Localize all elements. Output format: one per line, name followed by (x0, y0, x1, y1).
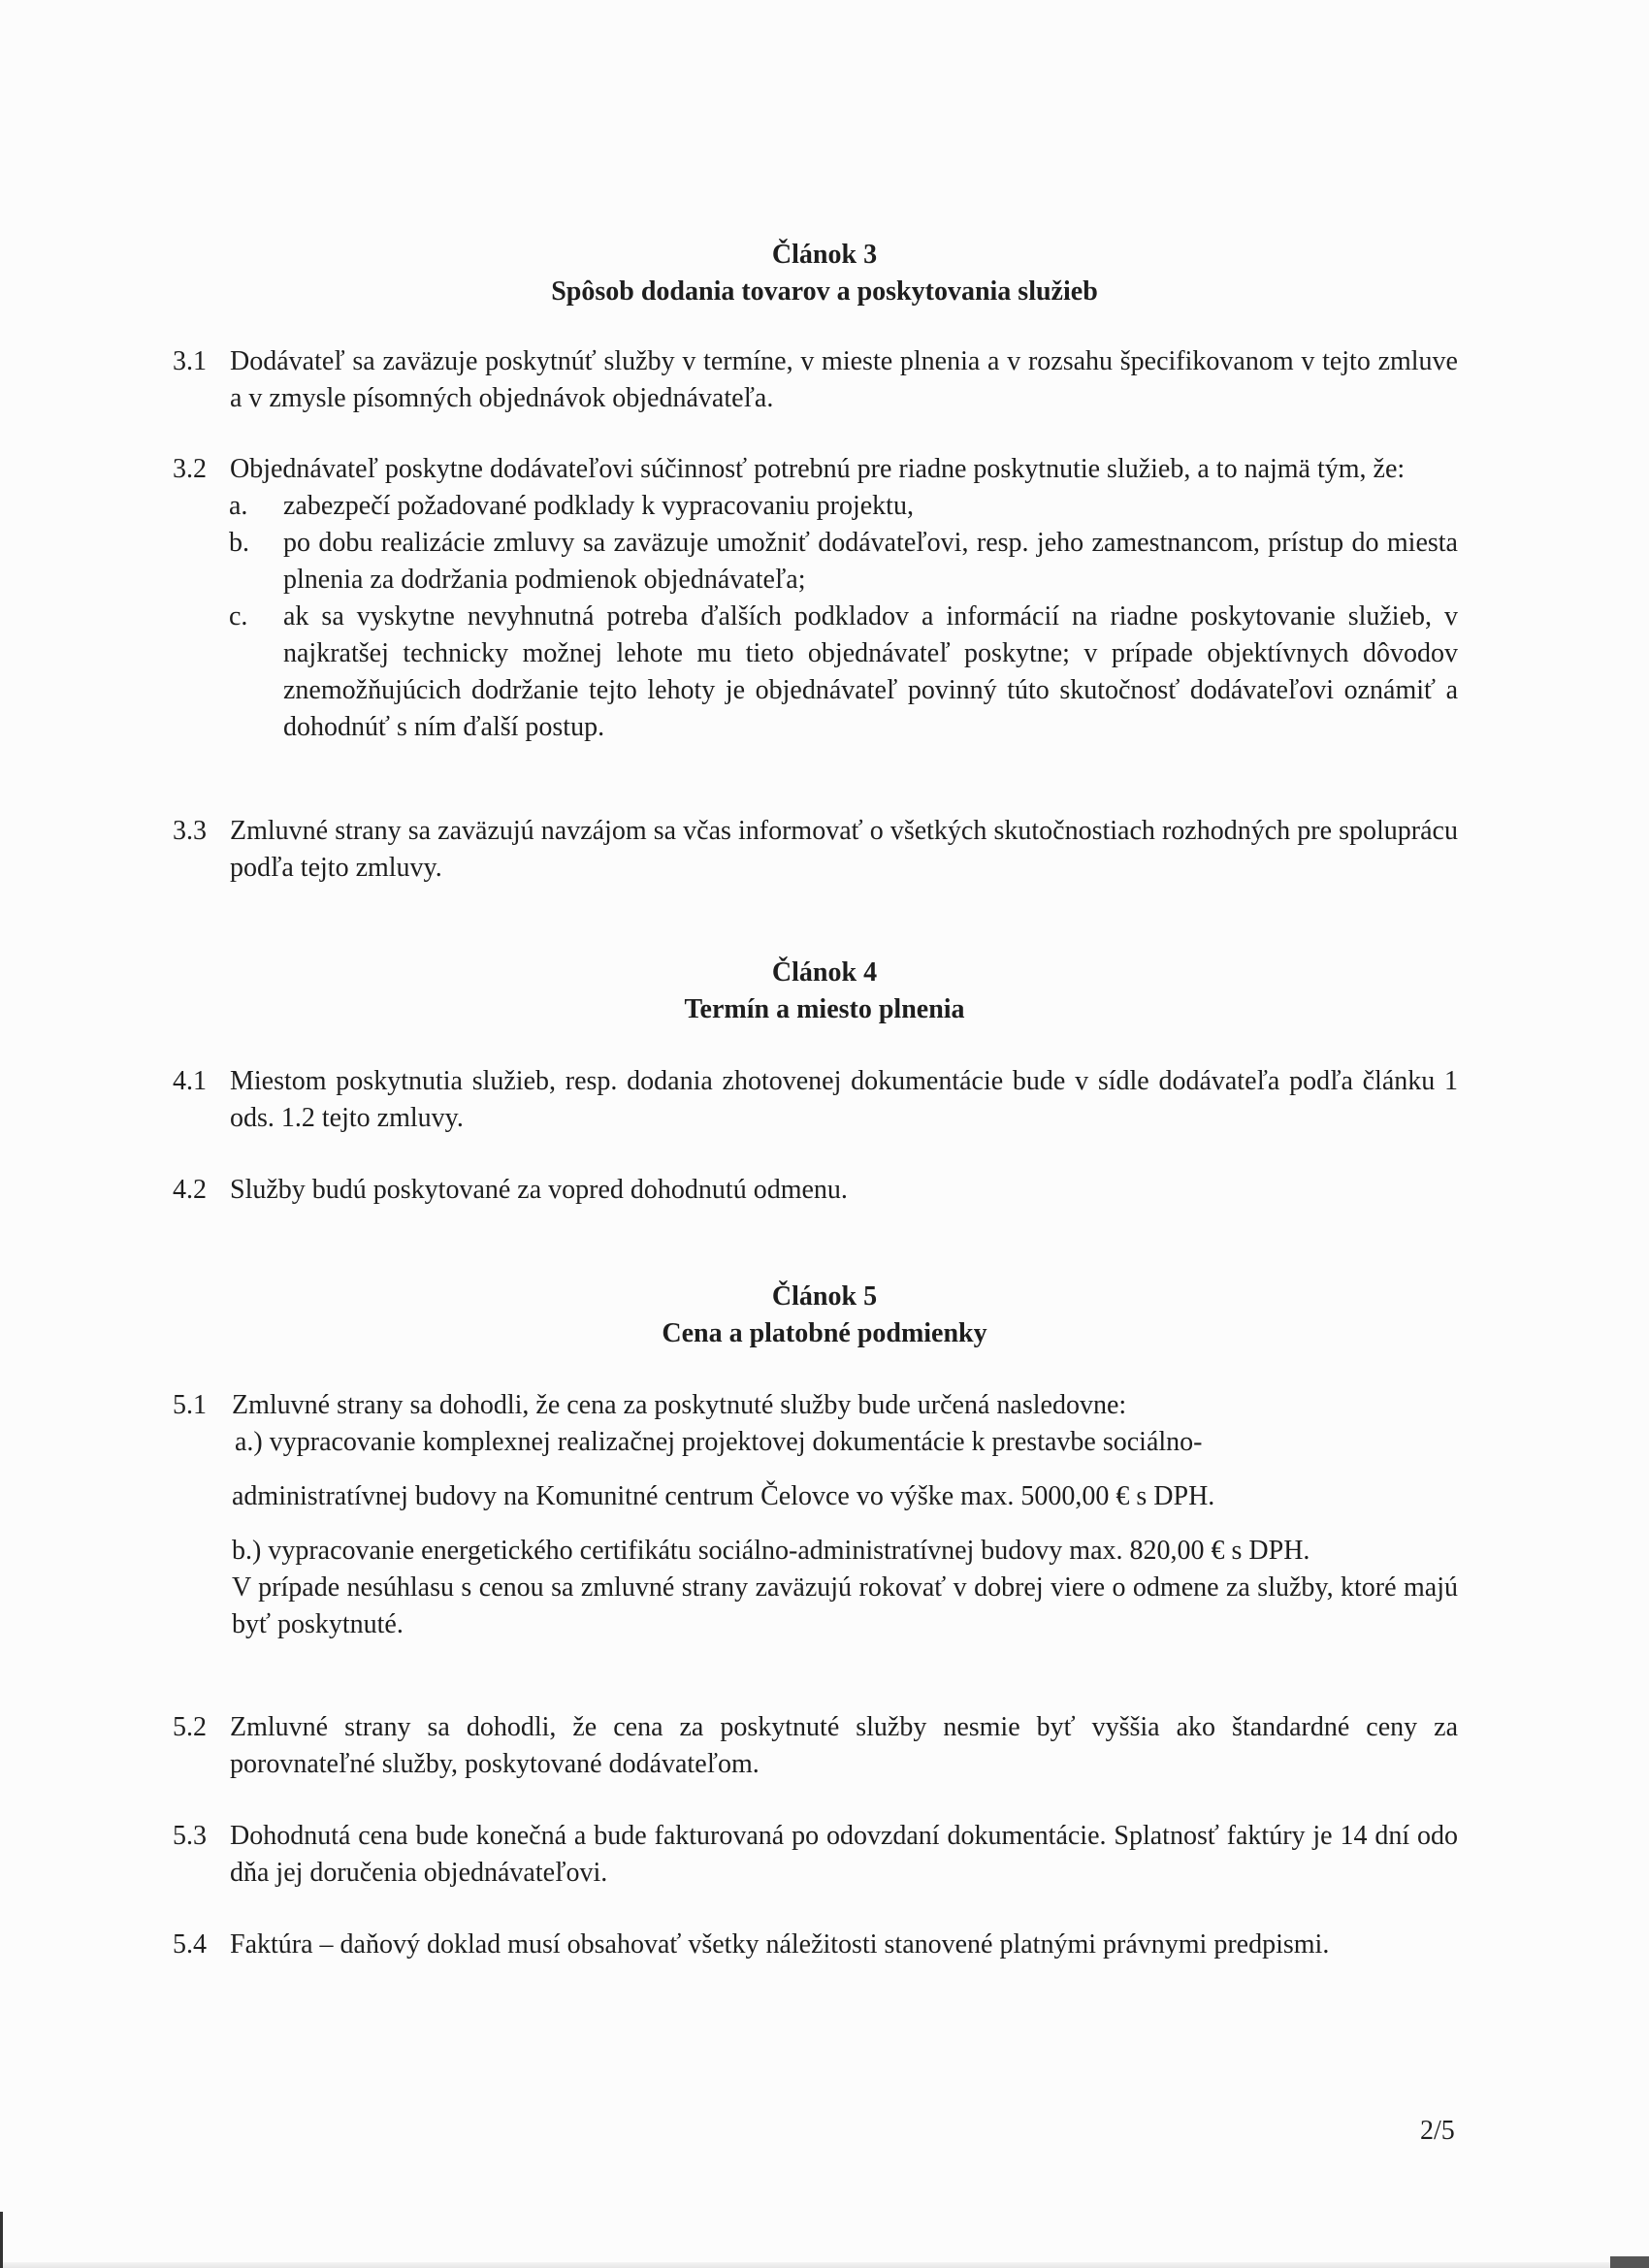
clause-5-3 (173, 1818, 1458, 1892)
article-5-heading (0, 1279, 1649, 1352)
article-number: Článok 5 (771, 1281, 878, 1312)
clause-3-2-list (229, 488, 1458, 746)
article-4-heading (0, 955, 1649, 1028)
clause-text: Zmluvné strany sa zaväzujú navzájom sa včas informovať o všetkých skutočnostiach rozhodných pre spoluprácu podľa tejto zmluvy. (230, 816, 1458, 883)
article-number: Článok 3 (771, 240, 878, 270)
clause-number: 3.1 (173, 346, 207, 376)
clause-5-1-body (232, 1424, 1458, 1515)
price-disagreement-note: V prípade nesúhlasu s cenou sa zmluvné strany zaväzujú rokovať v dobrej viere o odmene za služby, ktoré majú byť poskytnuté. (232, 1572, 1458, 1639)
clause-5-1-body-b (232, 1533, 1458, 1643)
clause-3-2 (173, 451, 1458, 746)
clause-3-1 (173, 343, 1458, 417)
page-number: 2/5 (1420, 2116, 1455, 2146)
scan-left-edge (0, 2212, 3, 2268)
price-item-a-line2: administratívnej budovy na Komunitné centrum Čelovce vo výške max. 5000,00 € s DPH. (232, 1481, 1215, 1511)
clause-4-2 (173, 1172, 1458, 1209)
clause-5-4 (173, 1927, 1458, 1963)
list-item-text: ak sa vyskytne nevyhnutná potreba ďalších podkladov a informácií na riadne poskytovanie služieb, v najkratšej technicky možnej lehote mu tieto objednávateľ poskytne; v prípade objektívnych dôvodov znemožňujúcich dodržanie tejto lehoty je objednávateľ povinný túto skutočnosť dodávateľovi oznámiť a dohodnúť s ním ďalší postup. (283, 601, 1458, 742)
clause-text: Objednávateľ poskytne dodávateľovi súčinnosť potrebnú pre riadne poskytnutie služieb, a to najmä tým, že: (230, 454, 1406, 484)
clause-5-1 (173, 1387, 1458, 1643)
list-item-a (229, 488, 1458, 525)
clause-number: 3.3 (173, 816, 207, 846)
clause-text: Služby budú poskytované za vopred dohodnutú odmenu. (230, 1175, 848, 1205)
article-number: Článok 4 (771, 957, 878, 988)
clause-text: Dodávateľ sa zaväzuje poskytnúť služby v termíne, v mieste plnenia a v rozsahu špecifikovanom v tejto zmluve a v zmysle písomných objednávok objednávateľa. (230, 346, 1458, 413)
clause-text: Miestom poskytnutia služieb, resp. dodania zhotovenej dokumentácie bude v sídle dodávateľa podľa článku 1 ods. 1.2 tejto zmluvy. (230, 1066, 1458, 1133)
clause-number: 5.1 (173, 1390, 207, 1420)
article-title: Termín a miesto plnenia (684, 994, 965, 1024)
clause-number: 4.1 (173, 1066, 207, 1096)
price-item-a-line1: a.) vypracovanie komplexnej realizačnej projektovej dokumentácie k prestavbe sociálno- (235, 1427, 1203, 1457)
clause-number: 5.3 (173, 1821, 207, 1851)
list-item-label: c. (229, 601, 248, 632)
list-item-c (229, 599, 1458, 746)
list-item-text: zabezpečí požadované podklady k vypracovaniu projektu, (283, 491, 914, 521)
list-item-label: b. (229, 528, 249, 558)
clause-text: Zmluvné strany sa dohodli, že cena za poskytnuté služby bude určená nasledovne: (232, 1390, 1127, 1420)
price-item-b: b.) vypracovanie energetického certifikátu sociálno-administratívnej budovy max. 820,00 € s DPH. (232, 1536, 1310, 1566)
scan-bottom-edge (0, 2262, 1649, 2268)
clause-5-2 (173, 1709, 1458, 1783)
article-3-heading (0, 237, 1649, 310)
clause-3-3 (173, 813, 1458, 887)
clause-text: Zmluvné strany sa dohodli, že cena za poskytnuté služby nesmie byť vyššia ako štandardné ceny za porovnateľné služby, poskytované dodávateľom. (230, 1712, 1458, 1779)
list-item-b (229, 525, 1458, 599)
clause-number: 5.2 (173, 1712, 207, 1742)
list-item-text: po dobu realizácie zmluvy sa zaväzuje umožniť dodávateľovi, resp. jeho zamestnancom, prístup do miesta plnenia za dodržania podmienok objednávateľa; (283, 528, 1458, 595)
clause-number: 5.4 (173, 1929, 207, 1960)
list-item-label: a. (229, 491, 248, 521)
clause-number: 4.2 (173, 1175, 207, 1205)
clause-4-1 (173, 1063, 1458, 1137)
clause-number: 3.2 (173, 454, 207, 484)
article-title: Spôsob dodania tovarov a poskytovania služieb (551, 276, 1098, 307)
article-title: Cena a platobné podmienky (662, 1318, 987, 1348)
clause-text: Dohodnutá cena bude konečná a bude fakturovaná po odovzdaní dokumentácie. Splatnosť faktúry je 14 dní odo dňa jej doručenia objednávateľovi. (230, 1821, 1458, 1888)
scan-corner-mark (1610, 2256, 1649, 2268)
clause-text: Faktúra – daňový doklad musí obsahovať všetky náležitosti stanovené platnými právnymi predpismi. (230, 1929, 1330, 1960)
